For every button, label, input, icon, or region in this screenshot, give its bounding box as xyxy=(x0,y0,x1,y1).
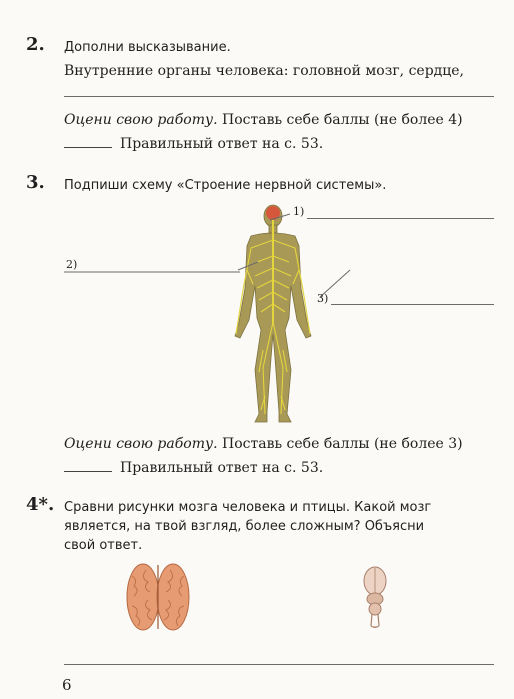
task-4-line-2: является, на твой взгляд, более сложным? Объясни xyxy=(64,519,425,534)
human-brain-image xyxy=(126,562,190,632)
answer-line[interactable] xyxy=(64,664,494,665)
task-4-number: 4*. xyxy=(26,494,55,515)
task-3-answer-ref xyxy=(64,458,323,478)
task-3-assessment xyxy=(64,434,463,454)
task-4-line-3: свой ответ. xyxy=(64,538,143,553)
task-2-prompt: Дополни высказывание. xyxy=(64,40,231,55)
label-3: 3) xyxy=(317,292,329,305)
score-line[interactable] xyxy=(64,471,112,472)
page-number: 6 xyxy=(62,676,72,694)
assess-label: Оцени свою работу. xyxy=(64,436,218,452)
label-3-answer-line[interactable] xyxy=(331,304,494,305)
assess-text: Поставь себе баллы (не более 3) xyxy=(222,436,463,452)
answer-page-ref: Правильный ответ на с. 53. xyxy=(120,136,324,152)
task-3-prompt: Подпиши схему «Строение нервной системы». xyxy=(64,178,387,193)
bird-brain-image xyxy=(358,566,392,630)
assess-label: Оцени свою работу. xyxy=(64,112,218,128)
task-3-number: 3. xyxy=(26,172,45,193)
label-2: 2) xyxy=(66,258,78,271)
task-4-line-1: Сравни рисунки мозга человека и птицы. Какой мозг xyxy=(64,500,432,515)
assess-text: Поставь себе баллы (не более 4) xyxy=(222,112,463,128)
label-1: 1) xyxy=(293,205,305,218)
task-2-sentence: Внутренние органы человека: головной мозг, сердце, xyxy=(64,63,465,79)
label-1-answer-line[interactable] xyxy=(307,218,494,219)
task-2-number: 2. xyxy=(26,34,45,55)
answer-page-ref: Правильный ответ на с. 53. xyxy=(120,460,324,476)
